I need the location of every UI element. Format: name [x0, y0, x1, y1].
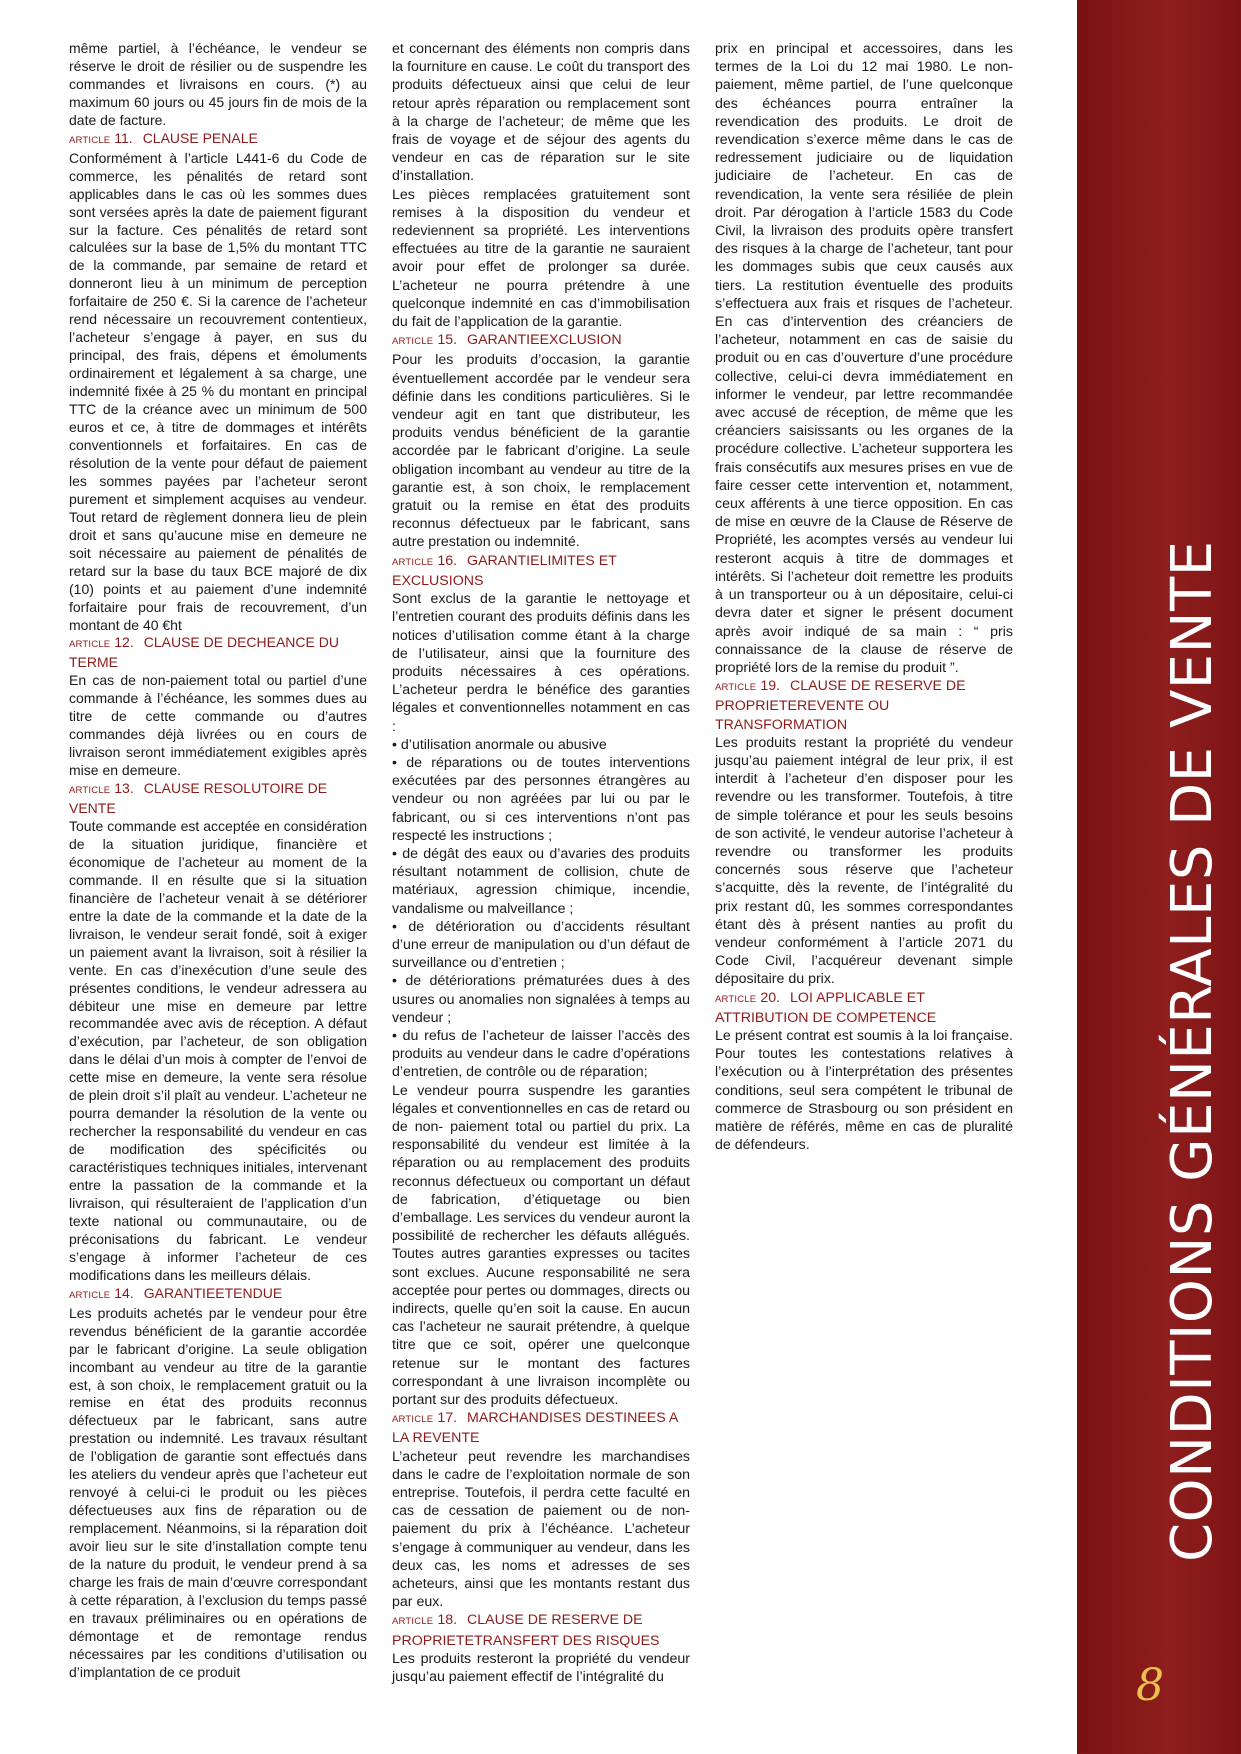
article-number: 19. — [760, 678, 781, 695]
bullet-item: • de dégât des eaux ou d’avaries des produits résultant notamment de collision, chute de matériaux, agression chimique, incendie, vandalisme ou malveillance ; — [392, 845, 690, 917]
paragraph: Les produits achetés par le vendeur pour être revendus bénéficient de la garantie accordée par le fabricant d’origine. La seule obligation incombant au vendeur au titre de la garantie est, à son choix, le remplacement gratuit ou la remise en état des produits reconnus défectueux par le fabricant, sans autre prestation ou indemnité. Les travaux résultant de l’obligation de garantie sont effectués dans les ateliers du vendeur après que l’acheteur eut renvoyé à celui-ci le produit ou les pièces défectueuses aux fins de réparation ou de remplacement. Néanmoins, si la réparation doit avoir lieu sur le site d’installation compte tenu de la nature du produit, le vendeur prend à sa charge les frais de main d’œuvre correspondant à cette réparation, à l’exclusion du temps passé en travaux préliminaires ou en opérations de démontage et de remontage rendus nécessaires par les conditions d’utilisation ou d’implantation de ce produit — [69, 1304, 367, 1680]
article-heading — [392, 1409, 690, 1447]
article-title: GARANTIEETENDUE — [143, 1284, 283, 1301]
bullet-item: • d’utilisation anormale ou abusive — [392, 736, 607, 753]
article-heading — [69, 1285, 367, 1305]
article-heading — [715, 677, 1013, 734]
paragraph: Les pièces remplacées gratuitement sont remises à la disposition du vendeur et redeviennent sa propriété. Les interventions effectuées au titre de la garantie ne sauraient avoir pour effet de prolonger sa durée. L’acheteur ne pourra prétendre à une quelconque indemnité en cas d’immobilisation du fait de l’application de la garantie. — [392, 186, 690, 331]
text-column-3 — [715, 40, 1013, 1154]
article-title: MARCHANDISES DESTINEES A LA REVENTE — [392, 1410, 678, 1447]
paragraph: même partiel, à l’échéance, le vendeur se réserve le droit de résilier ou de suspendre les commandes et livraisons en cours. (*) au maximum 60 jours ou 45 jours fin de mois de la date de facture. — [69, 40, 367, 128]
paragraph: Sont exclus de la garantie le nettoyage et l’entretien courant des produits définis dans les notices d’utilisation comme étant à la charge de l’utilisateur, ainsi que la fourniture des produits nécessaires à ces opérations. L’acheteur perdra le bénéfice des garanties légales et conventionnelles notamment en cas : — [392, 591, 690, 735]
article-title: CLAUSE DE RESERVE DE PROPRIETEREVENTE OU TRANSFORMATION — [715, 678, 966, 733]
paragraph: En cas de non-paiement total ou partiel d’une commande à l’échéance, les sommes dues au titre de cette commande ou d’autres commandes déjà livrées ou en cours de livraison seront immédiatement exigibles après mise en demeure. — [69, 672, 367, 779]
text-column-1 — [69, 40, 367, 1682]
paragraph: Pour les produits d’occasion, la garantie éventuellement accordée par le vendeur sera définie dans les conditions particulières. Si le vendeur agit en tant que distributeur, les produits vendus bénéficient de la garantie accordée par le fabricant d’origine. La seule obligation incombant au vendeur au titre de la garantie est, à son choix, le remplacement gratuit ou la remise en état des produits reconnus défectueux par le fabricant, sans autre prestation ou indemnité. — [392, 352, 690, 551]
article-keyword: ARTICLE — [69, 785, 111, 797]
article-number: 17. — [437, 1410, 458, 1427]
article-heading — [69, 780, 367, 818]
article-number: 11. — [114, 129, 133, 146]
article-keyword: ARTICLE — [69, 1289, 111, 1301]
article-keyword: ARTICLE — [69, 639, 111, 651]
article-keyword: ARTICLE — [392, 336, 434, 348]
article-heading — [69, 634, 367, 672]
article-number: 12. — [114, 634, 134, 651]
paragraph: Le présent contrat est soumis à la loi française. Pour toutes les contestations relatives à l’exécution ou à l’interprétation des présentes conditions, seul sera compétent le tribunal de commerce de Strasbourg ou son président en matière de référés, même en cas de pluralité de défendeurs. — [715, 1027, 1013, 1154]
paragraph: prix en principal et accessoires, dans les termes de la Loi du 12 mai 1980. Le non-paiement, même partiel, de l’une quelconque des échéances pourra entraîner la revendication des produits. Le droit de revendication s’exerce même dans le cas de redressement judiciaire ou de liquidation judiciaire de l’acheteur. En cas de revendication, la vente sera résiliée de plein droit. Par dérogation à l’article 1583 du Code Civil, la livraison des produits opère transfert des risques à la charge de l’acheteur, tant pour les dommages subis que ceux causés aux tiers. La restitution éventuelle des produits s’effectuera aux frais et risques de l’acheteur. En cas d’intervention des créanciers de l’acheteur, notamment en cas de saisie du produit ou en cas d’ouverture d’une procédure collective, celui-ci devra immédiatement en informer le vendeur, par lettre recommandée avec accusé de réception, de même que les créanciers saisissants ou les organes de la procédure collective. L’acheteur supportera les frais consécutifs aux mesures prises en vue de faire cesser cette intervention et, notamment, ceux afférents à une tierce opposition. En cas de mise en œuvre de la Clause de Réserve de Propriété, les acomptes versés au vendeur lui resteront acquis à titre de dommages et intérêts. Si l’acheteur doit remettre les produits à un transporteur ou à un dépositaire, celui-ci devra dater et signer le présent document après avoir indiqué de sa main : “ pris connaissance de la clause de réserve de propriété lors de la remise du produit ”. — [715, 41, 1013, 676]
paragraph: Toute commande est acceptée en considération de la situation juridique, financière et économique de l’acheteur au moment de la commande. Il en résulte que si la situation financière de l’acheteur venait à se détériorer entre la date de la commande et la date de la livraison, le vendeur serait fondé, soit à exiger un paiement avant la livraison, soit à résilier la vente. En cas d’inexécution d’une seule des présentes conditions, le vendeur adressera au débiteur une mise en demeure par lettre recommandée avec avis de réception. A défaut d’exécution, par l’acheteur, de son obligation dans le délai d’un mois à compter de l’envoi de cette mise en demeure, la vente sera résolue de plein droit s’il plaît au vendeur. L’acheteur ne pourra demander la résolution de la vente ou rechercher la responsabilité du vendeur en cas de modification des spécificités ou caractéristiques techniques initiales, intervenant entre la passation de la commande et la livraison, qui résulteraient de l’application d’un texte national ou communautaire, ou de préconisations du fabricant. Le vendeur s’engage à informer l’acheteur de ces modifications dans les meilleurs délais. — [69, 817, 367, 1283]
article-heading — [715, 989, 1013, 1027]
article-heading — [392, 331, 690, 351]
paragraph: Conformément à l’article L441-6 du Code de commerce, les pénalités de retard sont applicables dans le cas où les sommes dues sont versées après la date de paiement figurant sur la facture. Ces pénalités de retard sont calculées sur la base de 1,5% du montant TTC de la commande, par semaine de retard et donneront lieu à un minimum de perception forfaitaire de 250 €. Si la carence de l’acheteur rend nécessaire un recouvrement contentieux, l’acheteur s’engage à payer, en sus du principal, des frais, dépens et émoluments ordinairement et légalement à sa charge, une indemnité fixée à 25 % du montant en principal TTC de la créance avec un minimum de 500 euros et ce, à titre de dommages et intérêts conventionnels et forfaitaires. En cas de résolution de la vente pour défaut de paiement les sommes payées par l’acheteur seront purement et simplement acquises au vendeur. Tout retard de règlement donnera lieu de plein droit et sans qu’aucune mise en demeure ne soit nécessaire au paiement de pénalités de retard sur la base du taux BCE majoré de dix (10) points et au paiement d’une indemnité forfaitaire pour frais de recouvrement, d’un montant de 40 €ht — [69, 149, 367, 633]
paragraph: Les produits resteront la propriété du vendeur jusqu’au paiement effectif de l’intégralité du — [392, 1650, 690, 1686]
article-title: CLAUSE RESOLUTOIRE DE VENTE — [69, 780, 328, 817]
article-title: GARANTIELIMITES ET EXCLUSIONS — [392, 552, 617, 589]
paragraph: Le vendeur pourra suspendre les garanties légales et conventionnelles en cas de retard ou de non- paiement total ou partiel du prix. La responsabilité du vendeur est limitée à la réparation ou au remplacement des produits reconnus défectueux ou comportant un défaut de fabrication, d’étiquetage ou bien d’emballage. Les services du vendeur auront la possibilité de rechercher les défauts allégués. Toutes autres garanties expresses ou tacites sont exclues. Aucune responsabilité ne sera acceptée pour pertes ou dommages, directs ou indirects, quelle qu’en soit la cause. En aucun cas l’acheteur ne saurait prétendre, à quelque titre que ce soit, opérer une quelconque retenue sur le montant des factures correspondant à une livraison incomplète ou portant sur des produits défectueux. — [392, 1082, 690, 1409]
article-heading — [69, 130, 367, 150]
article-number: 20. — [760, 989, 781, 1006]
article-number: 16. — [437, 552, 458, 569]
article-keyword: ARTICLE — [715, 993, 757, 1005]
page-number: 8 — [1136, 1660, 1164, 1711]
paragraph: L’acheteur peut revendre les marchandises dans le cadre de l’exploitation normale de son entreprise. Toutefois, il perdra cette faculté en cas de cessation de paiement ou de non-paiement du prix à l’échéance. L’acheteur s’engage à communiquer au vendeur, dans les deux cas, les noms et adresses de ses acheteurs, ainsi que les montants restant dus par eux. — [392, 1448, 690, 1611]
article-keyword: ARTICLE — [392, 556, 434, 568]
article-number: 18. — [437, 1612, 458, 1629]
paragraph: et concernant des éléments non compris dans la fourniture en cause. Le coût du transport des produits défectueux ainsi que celui de leur retour après réparation ou remplacement sont à la charge de l’acheteur; de même que les frais de voyage et de séjour des agents du vendeur en cas de réparation sur le site d’installation. — [392, 41, 690, 185]
article-number: 14. — [114, 1284, 134, 1301]
paragraph: Les produits restant la propriété du vendeur jusqu’au paiement intégral de leur prix, il est interdit à l’acheteur d’en disposer pour les revendre ou les transformer. Toutefois, à titre de simple tolérance et pour les seuls besoins de son activité, le vendeur autorise l’acheteur à revendre ou transformer les produits concernés sous réserve que l’acheteur s’acquitte, dès la revente, de l’intégralité du prix restant dû, les sommes correspondantes étant dès à présent nanties au profit du vendeur conformément à l’article 2071 du Code Civil, l’acquéreur devenant simple dépositaire du prix. — [715, 734, 1013, 988]
bullet-item: • de détérioration ou d’accidents résultant d’une erreur de manipulation ou d’un défaut de surveillance ou d’entretien ; — [392, 918, 690, 972]
bullet-item: • de détériorations prématurées dues à des usures ou anomalies non signalées à temps au vendeur ; — [392, 973, 690, 1026]
article-number: 13. — [114, 780, 134, 797]
bullet-item: • de réparations ou de toutes interventions exécutées par des personnes étrangères au vendeur ou non agréées par lui ou par le fabricant, ou si ces interventions n’ont pas respecté les instructions ; — [392, 754, 690, 844]
article-title: GARANTIEEXCLUSION — [467, 332, 622, 349]
article-title: CLAUSE DE DECHEANCE DU TERME — [69, 634, 339, 671]
article-title: LOI APPLICABLE ET ATTRIBUTION DE COMPETENCE — [715, 989, 937, 1026]
article-keyword: ARTICLE — [715, 682, 757, 694]
bullet-item: • du refus de l’acheteur de laisser l’accès des produits au vendeur dans le cadre d’opérations d’entretien, de contrôle ou de réparation; — [392, 1027, 690, 1081]
article-keyword: ARTICLE — [69, 134, 111, 146]
article-heading — [392, 1611, 690, 1649]
article-heading — [392, 552, 690, 590]
article-number: 15. — [437, 332, 458, 349]
article-title: CLAUSE DE RESERVE DE PROPRIETETRANSFERT DES RISQUES — [392, 1612, 660, 1649]
article-keyword: ARTICLE — [392, 1616, 434, 1628]
sidebar-title: CONDITIONS GÉNÉRALES DE VENTE — [1160, 540, 1225, 1562]
article-keyword: ARTICLE — [392, 1414, 434, 1426]
text-column-2 — [392, 40, 690, 1686]
article-title: CLAUSE PENALE — [142, 129, 258, 146]
